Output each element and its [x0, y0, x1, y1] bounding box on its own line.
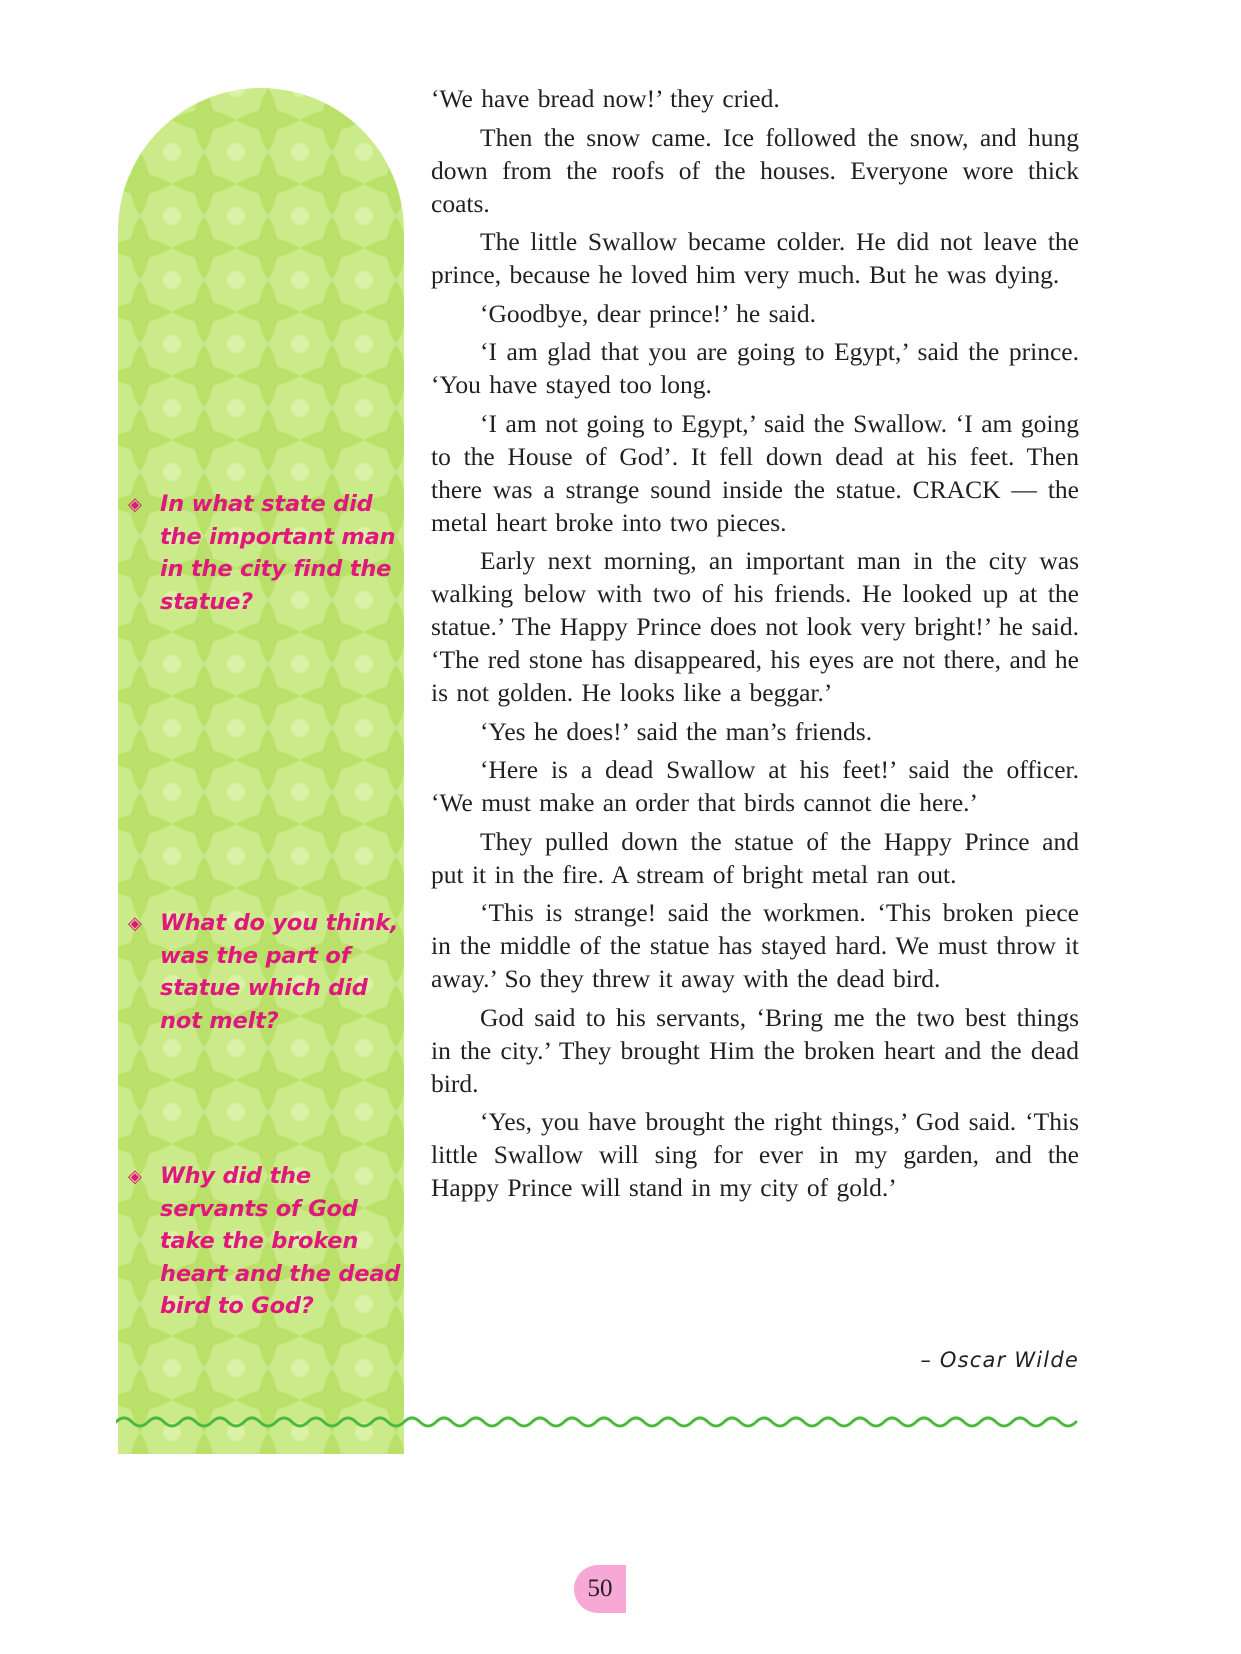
margin-question-3 [128, 1160, 404, 1323]
margin-question-text: In what state did the important man in the city find the statue? [160, 491, 396, 615]
story-paragraph: The little Swallow became colder. He did not leave the prince, because he loved him very much. But he was dying. [431, 227, 1079, 289]
page-number-badge: 50 [574, 1565, 626, 1613]
author-credit: – Oscar Wilde [920, 1348, 1079, 1372]
story-paragraph: ‘I am not going to Egypt,’ said the Swallow. ‘I am going to the House of God’. It fell down dead at his feet. Then there was a strange sound inside the statue. CRACK — the metal heart broke into two pieces. [431, 408, 1079, 537]
diamond-bullet-icon: ◈ [128, 1166, 142, 1187]
margin-question-text: Why did the servants of God take the broken heart and the dead bird to God? [160, 1163, 401, 1319]
story-text [431, 82, 1079, 1210]
story-paragraph: ‘Here is a dead Swallow at his feet!’ said the officer. ‘We must make an order that birds cannot die here.’ [431, 755, 1079, 817]
diamond-bullet-icon: ◈ [128, 913, 142, 934]
story-paragraph: ‘Goodbye, dear prince!’ he said. [480, 298, 817, 328]
margin-question-text: What do you think, was the part of statue which did not melt? [160, 910, 399, 1034]
margin-question-1 [128, 488, 404, 618]
story-paragraph: Early next morning, an important man in the city was walking below with two of his friends. He looked up at the statue.’ The Happy Prince does not look very bright!’ he said. ‘The red stone has disappeared, his eyes are not there, and he is not golden. He looks like a beggar.’ [431, 546, 1079, 707]
story-paragraph: Then the snow came. Ice followed the snow, and hung down from the roofs of the houses. Everyone wore thick coats. [431, 122, 1079, 218]
story-paragraph: God said to his servants, ‘Bring me the two best things in the city.’ They brought Him the broken heart and the dead bird. [431, 1002, 1079, 1098]
story-paragraph: ‘We have bread now!’ they cried. [431, 84, 780, 113]
story-paragraph: They pulled down the statue of the Happy Prince and put it in the fire. A stream of bright metal ran out. [431, 826, 1079, 889]
story-paragraph: ‘I am glad that you are going to Egypt,’ said the prince. ‘You have stayed too long. [431, 337, 1079, 399]
story-paragraph: ‘Yes he does!’ said the man’s friends. [480, 716, 873, 746]
story-paragraph: ‘This is strange! said the workmen. ‘This broken piece in the middle of the statue has stayed hard. We must throw it away.’ So they threw it away with the dead bird. [431, 898, 1079, 993]
wavy-divider [116, 1410, 1086, 1434]
story-paragraph: ‘Yes, you have brought the right things,’ God said. ‘This little Swallow will sing for ever in my garden, and the Happy Prince will stand in my city of gold.’ [431, 1107, 1079, 1202]
diamond-bullet-icon: ◈ [128, 494, 142, 515]
margin-question-2 [128, 907, 404, 1037]
